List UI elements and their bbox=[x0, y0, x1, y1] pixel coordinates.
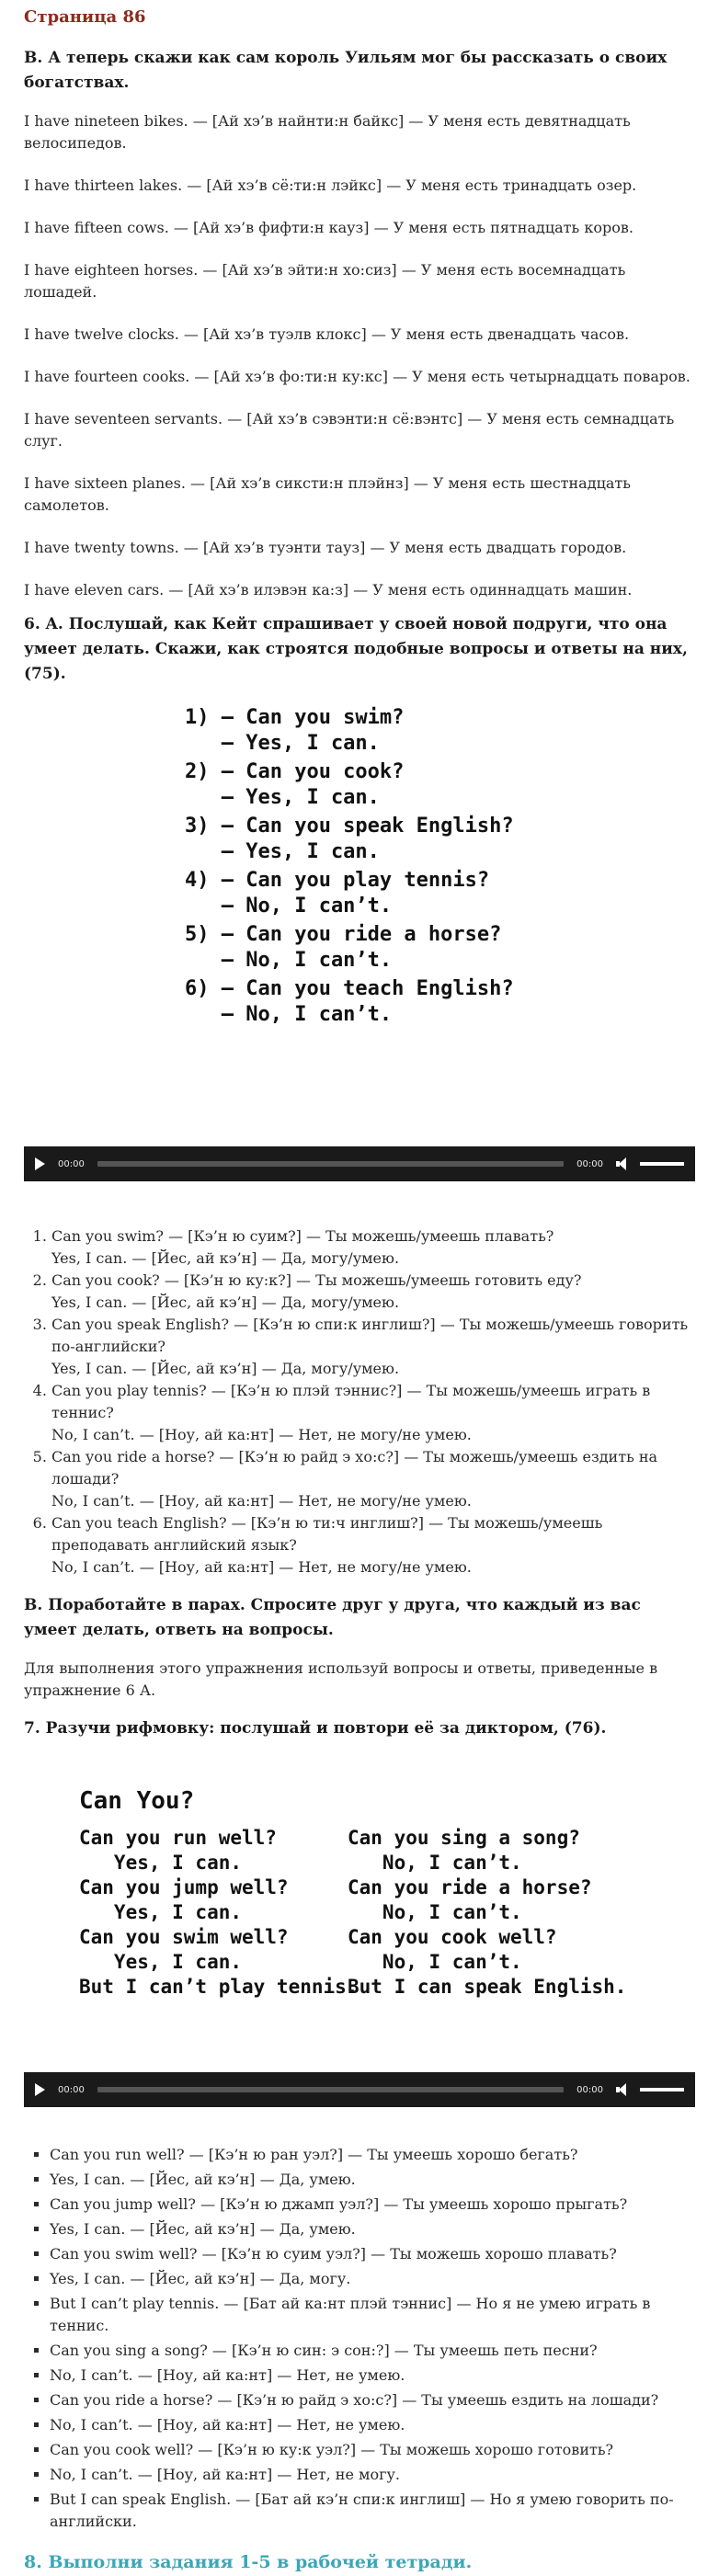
dialog-pair bbox=[185, 814, 695, 868]
current-time: 00:00 bbox=[58, 1158, 85, 1169]
text-line: I have sixteen planes. — [Ай хэ’в сиксти:н плэйнз] — У меня есть шестнадцать самолетов. bbox=[24, 474, 631, 514]
audio-player bbox=[24, 2072, 695, 2107]
progress-bar[interactable] bbox=[97, 2087, 564, 2092]
dialog-pair bbox=[185, 759, 695, 814]
answer-question: 3. Can you speak English? — [Кэ’н ю спи:к инглиш?] — Ты можешь/умеешь говорить по-английски? bbox=[51, 1316, 689, 1355]
answer-reply: Yes, I can. — [Йес, ай кэ’н] — Да, могу/умею. bbox=[51, 1249, 400, 1267]
list-item: ▪ No, I can’t. — [Ноу, ай ка:нт] — Нет, не умею. bbox=[50, 2414, 695, 2439]
final-task: 8. Выполни задания 1-5 в рабочей тетради. bbox=[24, 2552, 473, 2572]
rhyme-right-column bbox=[348, 1826, 627, 2000]
rhyme-line: Yes, I can. bbox=[79, 1901, 243, 1923]
section-6b-text: Для выполнения этого упражнения используй вопросы и ответы, приведенные в упражнение 6 А. bbox=[24, 1659, 658, 1699]
answer-reply: No, I can’t. — [Ноу, ай ка:нт] — Нет, не могу/не умею. bbox=[51, 1558, 472, 1576]
list-item: ▪ Yes, I can. — [Йес, ай кэ’н] — Да, могу. bbox=[50, 2268, 695, 2293]
dialog-illustration bbox=[24, 687, 695, 1146]
rhyme-columns bbox=[79, 1826, 695, 2000]
text-line: I have twelve clocks. — [Ай хэ’в туэлв клокс] — У меня есть двенадцать часов. bbox=[24, 325, 630, 343]
answer-question: 5. Can you ride a horse? — [Кэ’н ю райд э хо:с?] — Ты можешь/умеешь ездить на лошади? bbox=[51, 1448, 658, 1487]
list-item: ▪ Can you sing a song? — [Кэ’н ю син: э сон:?] — Ты умеешь петь песни? bbox=[50, 2340, 695, 2365]
list-item: ▪ But I can’t play tennis. — [Бат ай ка:нт плэй тэннис] — Но я не умею играть в теннис. bbox=[50, 2293, 695, 2340]
list-item: ▪ Can you jump well? — [Кэ’н ю джамп уэл?] — Ты умеешь хорошо прыгать? bbox=[50, 2194, 695, 2218]
text-line: I have nineteen bikes. — [Ай хэ’в найнти:н байкс] — У меня есть девятнадцать велосипедов. bbox=[24, 112, 631, 152]
text-line: I have eighteen horses. — [Ай хэ’в эйти:н хо:сиз] — У меня есть восемнадцать лошадей. bbox=[24, 261, 626, 301]
volume-icon[interactable] bbox=[616, 2083, 631, 2096]
dialog-pair bbox=[185, 922, 695, 976]
text-line: I have seventeen servants. — [Ай хэ’в сэвэнти:н сё:вэнтс] — У меня есть семнадцать слуг. bbox=[24, 410, 675, 450]
text-line: I have twenty towns. — [Ай хэ’в туэнти тауз] — У меня есть двадцать городов. bbox=[24, 539, 627, 556]
rhyme-line: Can you run well? bbox=[79, 1827, 277, 1849]
dialog-question: 1) — Can you swim? bbox=[185, 706, 405, 729]
play-icon[interactable] bbox=[35, 1157, 45, 1170]
list-item: ▪ Can you ride a horse? — [Кэ’н ю райд э хо:с?] — Ты умеешь ездить на лошади? bbox=[50, 2389, 695, 2414]
rhyme-translation-list bbox=[24, 2144, 695, 2536]
dialog-question: 5) — Can you ride a horse? bbox=[185, 923, 502, 946]
rhyme-left-column bbox=[79, 1826, 359, 2000]
dialog-question: 6) — Can you teach English? bbox=[185, 977, 514, 1000]
dialog-question: 4) — Can you play tennis? bbox=[185, 869, 490, 892]
rhyme-line: Yes, I can. bbox=[79, 1852, 243, 1874]
dialog-pair bbox=[185, 868, 695, 922]
dialog-pair bbox=[185, 976, 695, 1031]
dialog-answer: — Yes, I can. bbox=[185, 732, 380, 755]
dialog-question: 3) — Can you speak English? bbox=[185, 815, 514, 838]
current-time: 00:00 bbox=[58, 2084, 85, 2095]
answer-question: 1. Can you swim? — [Кэ’н ю суим?] — Ты можешь/умеешь плавать? bbox=[51, 1227, 554, 1245]
text-line: I have eleven cars. — [Ай хэ’в илэвэн ка:з] — У меня есть одиннадцать машин. bbox=[24, 581, 633, 598]
list-item bbox=[51, 1314, 695, 1380]
rhyme-title: Can You? bbox=[79, 1787, 195, 1815]
list-item: ▪ No, I can’t. — [Ноу, ай ка:нт] — Нет, не умею. bbox=[50, 2365, 695, 2389]
list-item: ▪ Can you run well? — [Кэ’н ю ран уэл?] — Ты умеешь хорошо бегать? bbox=[50, 2144, 695, 2169]
list-item bbox=[51, 1225, 695, 1270]
rhyme-line: But I can speak English. bbox=[348, 1976, 627, 1998]
rhyme-line: Can you sing a song? bbox=[348, 1827, 580, 1849]
rhyme-line: No, I can’t. bbox=[348, 1951, 522, 1973]
section-6b-heading: B. Поработайте в парах. Спросите друг у друга, что каждый из вас умеет делать, ответь на вопросы. bbox=[24, 1596, 641, 1639]
volume-icon[interactable] bbox=[616, 1157, 631, 1170]
answer-question: 2. Can you cook? — [Кэ’н ю ку:к?] — Ты можешь/умеешь готовить еду? bbox=[51, 1271, 582, 1289]
rhyme-line: Can you ride a horse? bbox=[348, 1876, 592, 1898]
section-6a-heading: 6. A. Послушай, как Кейт спрашивает у своей новой подруги, что она умеет делать. Скажи, как строятся подобные вопросы и ответы на них, (75). bbox=[24, 615, 688, 683]
list-item bbox=[51, 1380, 695, 1446]
answer-reply: Yes, I can. — [Йес, ай кэ’н] — Да, могу/умею. bbox=[51, 1294, 400, 1311]
list-item bbox=[51, 1446, 695, 1512]
dialog-answer: — No, I can’t. bbox=[185, 949, 393, 972]
dialog-answer: — No, I can’t. bbox=[185, 1003, 393, 1026]
section-7-heading: 7. Разучи рифмовку: послушай и повтори её за диктором, (76). bbox=[24, 1719, 607, 1738]
answer-reply: Yes, I can. — [Йес, ай кэ’н] — Да, могу/умею. bbox=[51, 1360, 400, 1377]
section-b-lines bbox=[24, 110, 695, 601]
volume-slider[interactable] bbox=[640, 1162, 684, 1166]
volume-slider[interactable] bbox=[640, 2088, 684, 2092]
list-item: ▪ Can you swim well? — [Кэ’н ю суим уэл?] — Ты можешь хорошо плавать? bbox=[50, 2243, 695, 2268]
rhyme-line: Can you swim well? bbox=[79, 1926, 289, 1948]
rhyme-line: No, I can’t. bbox=[348, 1852, 522, 1874]
answer-reply: No, I can’t. — [Ноу, ай ка:нт] — Нет, не могу/не умею. bbox=[51, 1426, 472, 1443]
audio-player bbox=[24, 1146, 695, 1181]
dialog-question: 2) — Can you cook? bbox=[185, 760, 405, 783]
list-item: ▪ No, I can’t. — [Ноу, ай ка:нт] — Нет, не могу. bbox=[50, 2464, 695, 2489]
duration-time: 00:00 bbox=[576, 1158, 603, 1169]
dialog-answer: — No, I can’t. bbox=[185, 895, 393, 918]
answer-question: 4. Can you play tennis? — [Кэ’н ю плэй тэннис?] — Ты можешь/умеешь играть в теннис? bbox=[51, 1382, 651, 1421]
rhyme-line: Can you jump well? bbox=[79, 1876, 289, 1898]
list-item bbox=[51, 1270, 695, 1314]
answers-list bbox=[24, 1225, 695, 1579]
list-item bbox=[51, 1512, 695, 1579]
list-item: ▪ But I can speak English. — [Бат ай кэ’н спи:к инглиш] — Но я умею говорить по-английски. bbox=[50, 2489, 695, 2536]
answer-question: 6. Can you teach English? — [Кэ’н ю ти:ч инглиш?] — Ты можешь/умеешь преподавать английский язык? bbox=[51, 1514, 603, 1554]
play-icon[interactable] bbox=[35, 2083, 45, 2096]
list-item: ▪ Yes, I can. — [Йес, ай кэ’н] — Да, умею. bbox=[50, 2218, 695, 2243]
section-b-heading: B. А теперь скажи как сам король Уильям мог бы рассказать о своих богатствах. bbox=[24, 49, 668, 92]
rhyme-line: Can you cook well? bbox=[348, 1926, 557, 1948]
rhyme-line: Yes, I can. bbox=[79, 1951, 243, 1973]
dialog-answer: — Yes, I can. bbox=[185, 786, 380, 809]
dialog-pair bbox=[185, 705, 695, 759]
list-item: ▪ Yes, I can. — [Йес, ай кэ’н] — Да, умею. bbox=[50, 2169, 695, 2194]
rhyme-line: No, I can’t. bbox=[348, 1901, 522, 1923]
text-line: I have thirteen lakes. — [Ай хэ’в сё:ти:н лэйкс] — У меня есть тринадцать озер. bbox=[24, 177, 637, 194]
answer-reply: No, I can’t. — [Ноу, ай ка:нт] — Нет, не могу/не умею. bbox=[51, 1492, 472, 1510]
dialog-answer: — Yes, I can. bbox=[185, 840, 380, 863]
text-line: I have fifteen cows. — [Ай хэ’в фифти:н кауз] — У меня есть пятнадцать коров. bbox=[24, 219, 633, 236]
rhyme-line: But I can’t play tennis. bbox=[79, 1976, 359, 1998]
rhyme-illustration bbox=[24, 1741, 695, 2072]
progress-bar[interactable] bbox=[97, 1161, 564, 1167]
text-line: I have fourteen cooks. — [Ай хэ’в фо:ти:н ку:кс] — У меня есть четырнадцать поваров. bbox=[24, 368, 690, 385]
duration-time: 00:00 bbox=[576, 2084, 603, 2095]
list-item: ▪ Can you cook well? — [Кэ’н ю ку:к уэл?] — Ты можешь хорошо готовить? bbox=[50, 2439, 695, 2464]
page-title: Страница 86 bbox=[24, 7, 146, 27]
